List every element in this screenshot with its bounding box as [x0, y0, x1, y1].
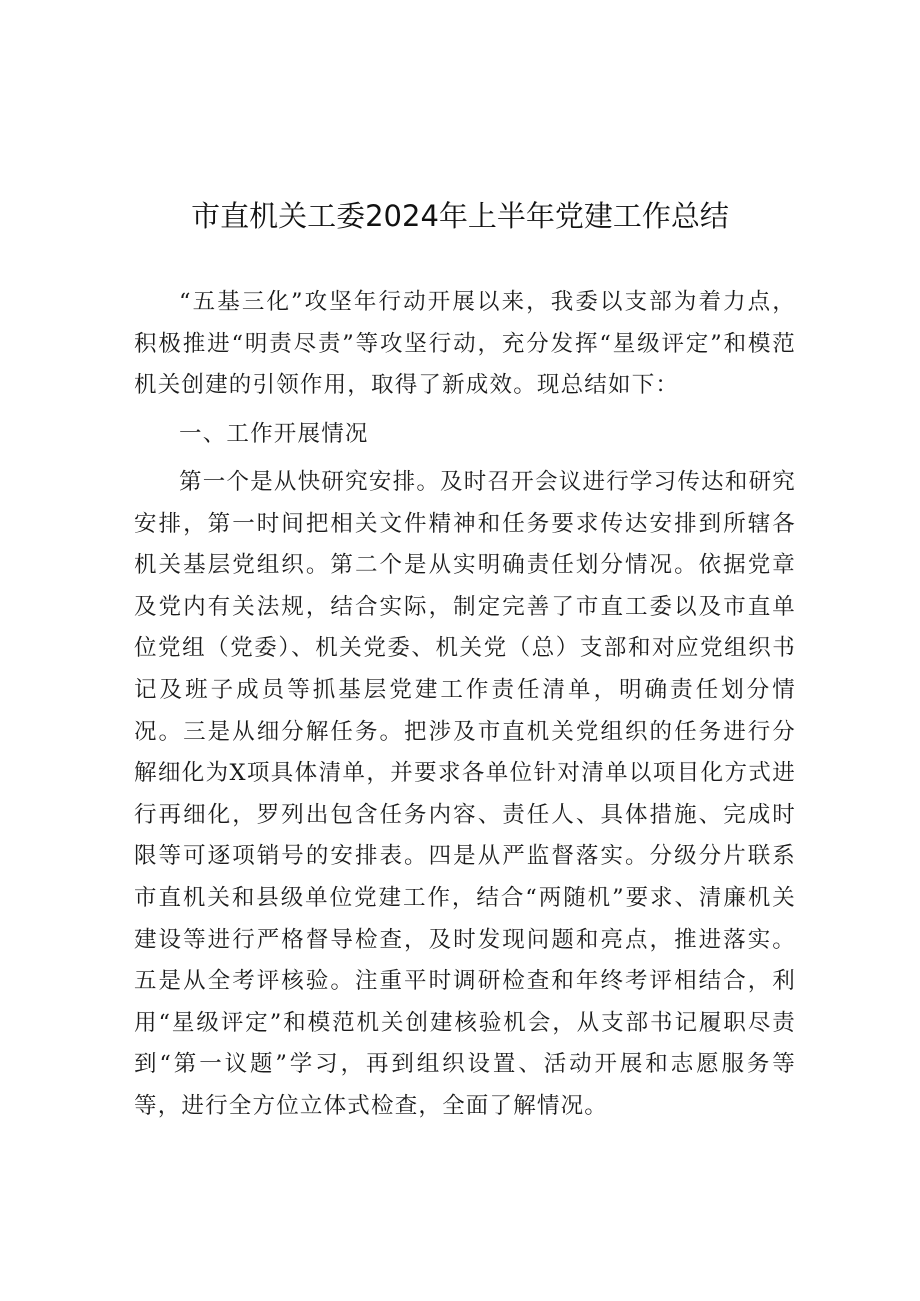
section-heading: 一、工作开展情况: [179, 421, 369, 447]
document-title: 市直机关工委2024年上半年党建工作总结: [191, 199, 729, 233]
intro-paragraph: “五基三化”攻坚年行动开展以来，我委以支部为着力点，积极推进“明责尽责”等攻坚行动，充分发挥“星级评定”和模范机关创建的引领作用，取得了新成效。现总结如下：: [134, 289, 796, 399]
section-body-paragraph: 第一个是从快研究安排。及时召开会议进行学习传达和研究安排，第一时间把相关文件精神和任务要求传达安排到所辖各机关基层党组织。第二个是从实明确责任划分情况。依据党章及党内有关法规，结合实际，制定完善了市直工委以及市直单位党组（党委）、机关党委、机关党（总）支部和对应党组织书记及班子成员等抓基层党建工作责任清单，明确责任划分情况。三是从细分解任务。把涉及市直机关党组织的任务进行分解细化为X项具体清单，并要求各单位针对清单以项目化方式进行再细化，罗列出包含任务内容、责任人、具体措施、完成时限等可逐项销号的安排表。四是从严监督落实。分级分片联系市直机关和县级单位党建工作，结合“两随机”要求、清廉机关建设等进行严格督导检查，及时发现问题和亮点，推进落实。五是从全考评核验。注重平时调研检查和年终考评相结合，利用“星级评定”和模范机关创建核验机会，从支部书记履职尽责到“第一议题”学习，再到组织设置、活动开展和志愿服务等等，进行全方位立体式检查，全面了解情况。: [134, 469, 796, 1119]
